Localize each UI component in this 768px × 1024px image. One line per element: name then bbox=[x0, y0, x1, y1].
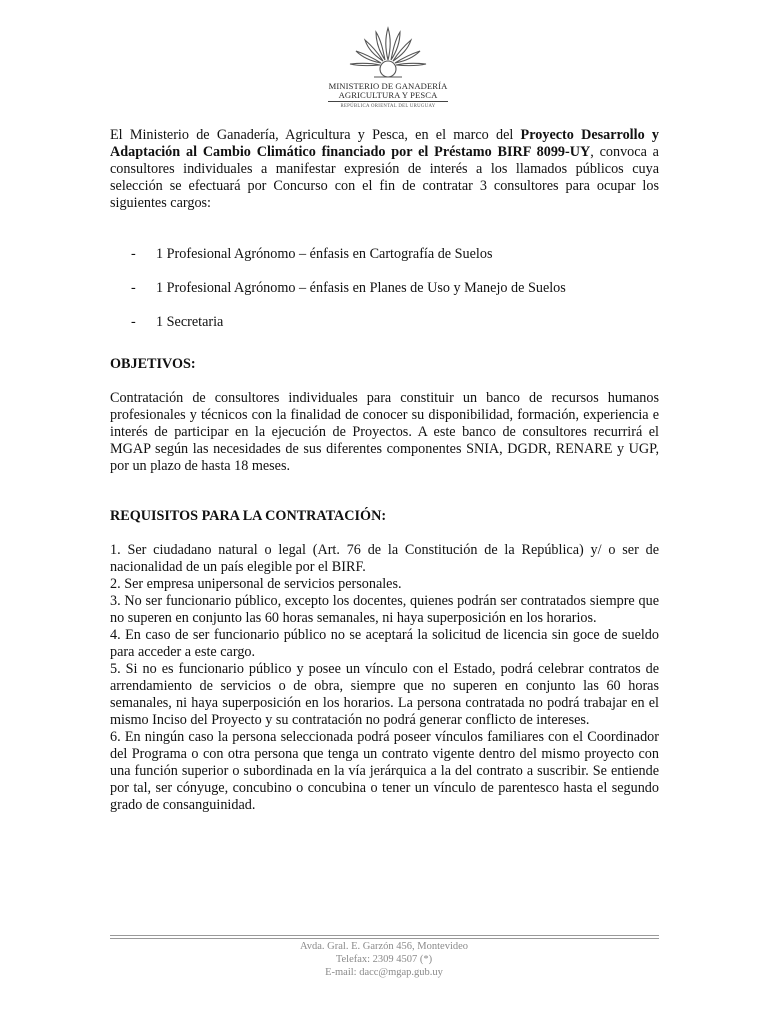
list-dash: - bbox=[131, 314, 136, 330]
ministry-logo bbox=[318, 20, 458, 110]
intro-paragraph bbox=[110, 127, 659, 212]
ministry-name-line2: AGRICULTURA Y PESCA bbox=[338, 90, 438, 100]
position-3: 1 Secretaria bbox=[156, 314, 224, 330]
requisitos-heading: REQUISITOS PARA LA CONTRATACIÓN: bbox=[110, 508, 387, 524]
ministry-name-line1: MINISTERIO DE GANADERÍA bbox=[328, 81, 448, 91]
footer-rule-bottom bbox=[110, 938, 659, 939]
positions-list bbox=[110, 246, 659, 331]
footer-address: Avda. Gral. E. Garzón 456, Montevideo bbox=[299, 941, 469, 952]
project-name: Proyecto Desarrollo y Adaptación al Cambio Climático financiado por el Préstamo BIRF 8099-UY bbox=[110, 127, 659, 160]
list-item bbox=[110, 280, 659, 297]
requisito-2: 2. Ser empresa unipersonal de servicios personales. bbox=[110, 576, 402, 592]
sun-emblem-icon bbox=[338, 20, 438, 82]
requisito-3: 3. No ser funcionario público, excepto los docentes, quienes podrán ser contratados siempre que no superen en conjunto las 60 horas semanales, ni haya superposición en los horarios. bbox=[110, 593, 659, 626]
ministry-country: REPÚBLICA ORIENTAL DEL URUGUAY bbox=[340, 104, 436, 109]
position-2: 1 Profesional Agrónomo – énfasis en Planes de Uso y Manejo de Suelos bbox=[156, 280, 566, 296]
intro-text-1: El Ministerio de Ganadería, Agricultura y Pesca, en el marco del bbox=[110, 127, 521, 143]
footer-phone: Telefax: 2309 4507 (*) bbox=[335, 954, 433, 965]
requisito-4: 4. En caso de ser funcionario público no se aceptará la solicitud de licencia sin goce de sueldo para acceder a este cargo. bbox=[110, 627, 659, 660]
footer-email: E-mail: dacc@mgap.gub.uy bbox=[325, 967, 443, 978]
document-body bbox=[110, 127, 659, 814]
requisito-1: 1. Ser ciudadano natural o legal (Art. 76 de la Constitución de la República) y/ o ser de nacionalidad de un país elegible por el BIRF. bbox=[110, 542, 659, 575]
objetivos-paragraph: Contratación de consultores individuales para constituir un banco de recursos humanos profesionales y técnicos con la finalidad de conocer su disponibilidad, formación, experiencia e interés de participar en la ejecución de Proyectos. A este banco de consultores recurrirá el MGAP según las necesidades de sus diferentes componentes SNIA, DGDR, RENARE y UGP, por un plazo de hasta 18 meses. bbox=[110, 390, 659, 474]
list-dash: - bbox=[131, 246, 136, 262]
logo-divider bbox=[328, 101, 448, 102]
requisitos-list bbox=[110, 542, 659, 814]
list-item bbox=[110, 246, 659, 263]
list-item bbox=[110, 314, 659, 331]
list-dash: - bbox=[131, 280, 136, 296]
footer-rule-top bbox=[110, 935, 659, 936]
footer bbox=[0, 940, 768, 979]
position-1: 1 Profesional Agrónomo – énfasis en Cartografía de Suelos bbox=[156, 246, 493, 262]
intro-text-2: , convoca a consultores individuales a manifestar expresión de interés a los llamados públicos cuya selección se efectuará por Concurso con el fin de contratar 3 consultores para ocupar los siguientes cargos: bbox=[110, 144, 659, 211]
objetivos-heading: OBJETIVOS: bbox=[110, 356, 196, 372]
requisito-5: 5. Si no es funcionario público y posee un vínculo con el Estado, podrá celebrar contratos de arrendamiento de servicios o de obra, siempre que no superen en conjunto las 60 horas semanales, ni haya superposición en los horarios. La persona contratada no podrá trabajar en el mismo Inciso del Proyecto y su contratación no podrá generar conflicto de intereses. bbox=[110, 661, 659, 728]
requisito-6: 6. En ningún caso la persona seleccionada podrá poseer vínculos familiares con el Coordinador del Programa o con otra persona que tenga un contrato vigente dentro del mismo proyecto con una función superior o subordinada en la vía jerárquica a la del contrato a suscribir. Se entiende por tal, ser cónyuge, concubino o concubina o tener un vínculo de parentesco hasta el segundo grado de consanguinidad. bbox=[110, 729, 659, 813]
